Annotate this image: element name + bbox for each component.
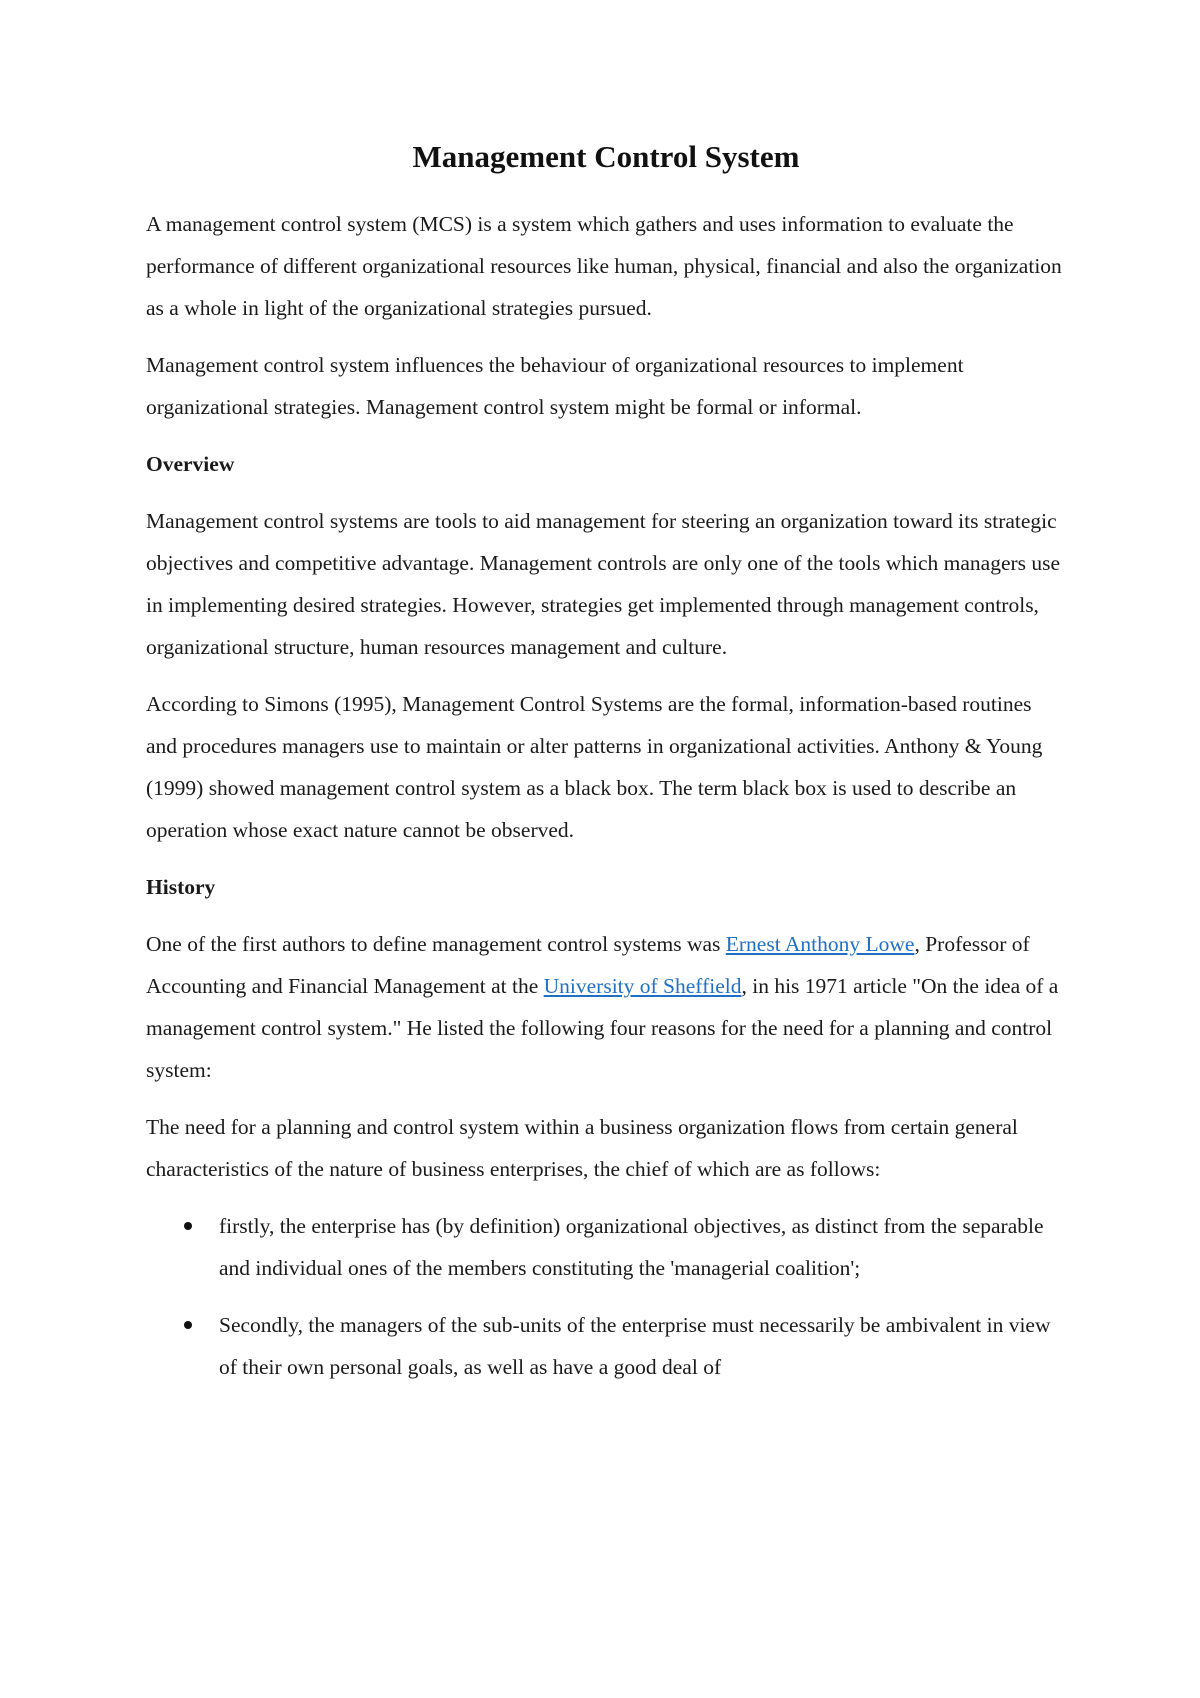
reasons-list [146, 1205, 1066, 1388]
history-text-segment-1: One of the first authors to define management control systems was [146, 932, 726, 957]
document-page [146, 138, 1066, 1403]
list-item-text: firstly, the enterprise has (by definition) organizational objectives, as distinct from the separable and individual ones of the members constituting the 'managerial coalition'; [219, 1214, 1044, 1281]
overview-paragraph-2: According to Simons (1995), Management Control Systems are the formal, information-based routines and procedures managers use to maintain or alter patterns in organizational activities. Anthony & Young (1999) showed management control system as a black box. The term black box is used to describe an operation whose exact nature cannot be observed. [146, 692, 1043, 843]
link-university-of-sheffield[interactable]: University of Sheffield [543, 974, 742, 999]
list-item [146, 1205, 1066, 1289]
intro-paragraph-1: A management control system (MCS) is a system which gathers and uses information to evaluate the performance of different organizational resources like human, physical, financial and also the organization as a whole in light of the organizational strategies pursued. [146, 212, 1062, 321]
link-ernest-anthony-lowe[interactable]: Ernest Anthony Lowe [725, 932, 915, 957]
list-item-text: Secondly, the managers of the sub-units of the enterprise must necessarily be ambivalent in view of their own personal goals, as well as have a good deal of [219, 1313, 1051, 1380]
history-paragraph-2: The need for a planning and control system within a business organization flows from certain general characteristics of the nature of business enterprises, the chief of which are as follows: [146, 1115, 1018, 1182]
intro-paragraph-2: Management control system influences the behaviour of organizational resources to implement organizational strategies. Management control system might be formal or informal. [146, 353, 964, 420]
overview-paragraph-1: Management control systems are tools to aid management for steering an organization toward its strategic objectives and competitive advantage. Management controls are only one of the tools which managers use in implementing desired strategies. However, strategies get implemented through management controls, organizational structure, human resources management and culture. [146, 509, 1061, 660]
history-text-segment-2: , Professor of Accounting and Financial Management at the [146, 932, 1030, 999]
bullet-icon [184, 1321, 192, 1329]
list-item [146, 1304, 1066, 1388]
bullet-icon [184, 1222, 192, 1230]
history-heading: History [146, 875, 216, 900]
history-paragraph-1 [146, 923, 1066, 1091]
history-text-segment-3: , in his 1971 article "On the idea of a management control system." He listed the following four reasons for the need for a planning and control system: [146, 974, 1059, 1083]
overview-heading: Overview [146, 452, 235, 477]
page-title: Management Control System [412, 139, 800, 174]
